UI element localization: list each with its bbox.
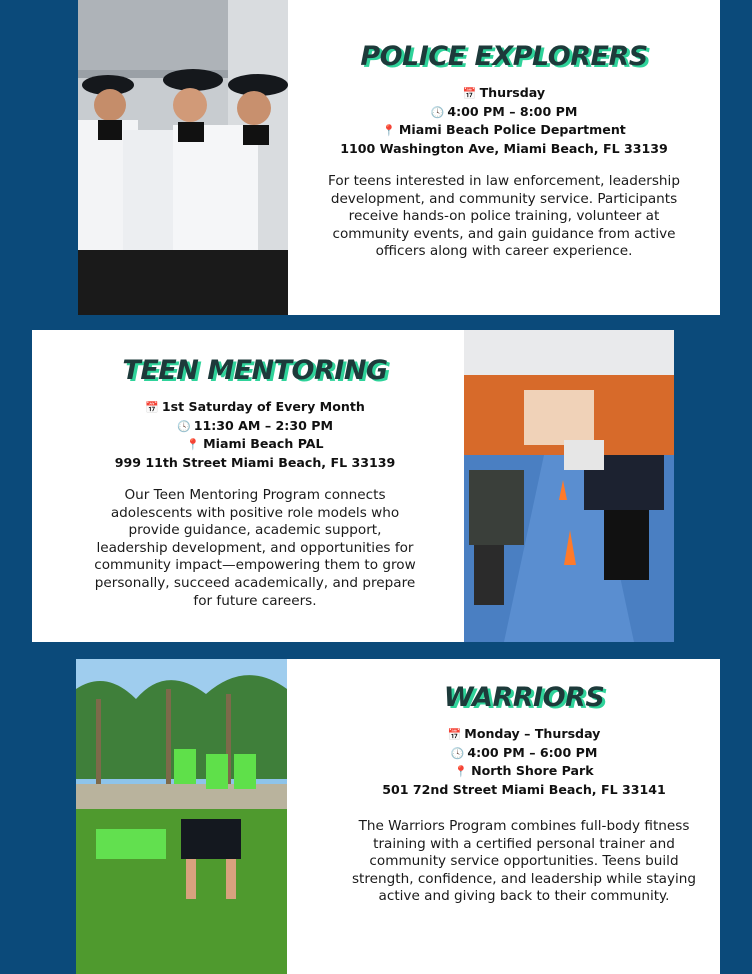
pin-icon: 📍: [454, 765, 469, 778]
program-info-warriors: [346, 681, 702, 906]
program-day: 📅 Monday – Thursday: [447, 726, 601, 741]
program-address: 999 11th Street Miami Beach, FL 33139: [114, 454, 396, 470]
pin-icon: 📍: [186, 438, 201, 451]
pin-icon: 📍: [382, 124, 396, 137]
program-time: 🕓 11:30 AM – 2:30 PM: [177, 417, 333, 433]
gym-activity-photo: [464, 330, 674, 642]
program-time: 🕓 4:00 PM – 6:00 PM: [450, 744, 598, 760]
program-location: 📍 North Shore Park: [454, 763, 594, 778]
program-card-police-explorers: [78, 0, 720, 315]
program-title: WARRIORS: [443, 682, 605, 713]
program-description: For teens interested in law enforcement, leadership development, and community service. Participants receive hands-on police training, volunteer at community events, and gain guidance from active officers along with career experience.: [328, 173, 680, 260]
program-time: 🕓 4:00 PM – 8:00 PM: [430, 103, 578, 119]
program-location: 📍 Miami Beach PAL: [186, 436, 324, 451]
park-workout-photo: [76, 659, 287, 974]
program-day: 📅 1st Saturday of Every Month: [145, 399, 365, 414]
program-info-police-explorers: [328, 40, 680, 261]
program-address: 1100 Washington Ave, Miami Beach, FL 33139: [340, 140, 668, 156]
program-info-teen-mentoring: [92, 354, 418, 610]
calendar-icon: 📅: [447, 728, 462, 741]
program-card-teen-mentoring: [32, 330, 674, 642]
program-location: 📍 Miami Beach Police Department: [382, 122, 626, 137]
program-card-warriors: [76, 659, 720, 974]
calendar-icon: 📅: [145, 401, 159, 414]
program-day: 📅 Thursday: [462, 85, 546, 100]
program-description: The Warriors Program combines full-body fitness training with a certified personal trainer and community service opportunities. Teens build strength, confidence, and leadership while staying active and giving back to their community.: [351, 818, 697, 905]
clock-icon: 🕓: [177, 419, 191, 433]
program-description: Our Teen Mentoring Program connects adolescents with positive role models who provide guidance, academic support, leadership development, and opportunities for community impact—empowering them to grow personally, succeed academically, and prepare for future careers.: [94, 487, 416, 609]
program-title: POLICE EXPLORERS: [360, 41, 648, 72]
clock-icon: 🕓: [450, 746, 465, 760]
program-title: TEEN MENTORING: [122, 355, 388, 386]
calendar-icon: 📅: [462, 87, 477, 100]
program-address: 501 72nd Street Miami Beach, FL 33141: [382, 781, 666, 797]
police-cadets-photo: [78, 0, 288, 315]
clock-icon: 🕓: [430, 105, 445, 119]
